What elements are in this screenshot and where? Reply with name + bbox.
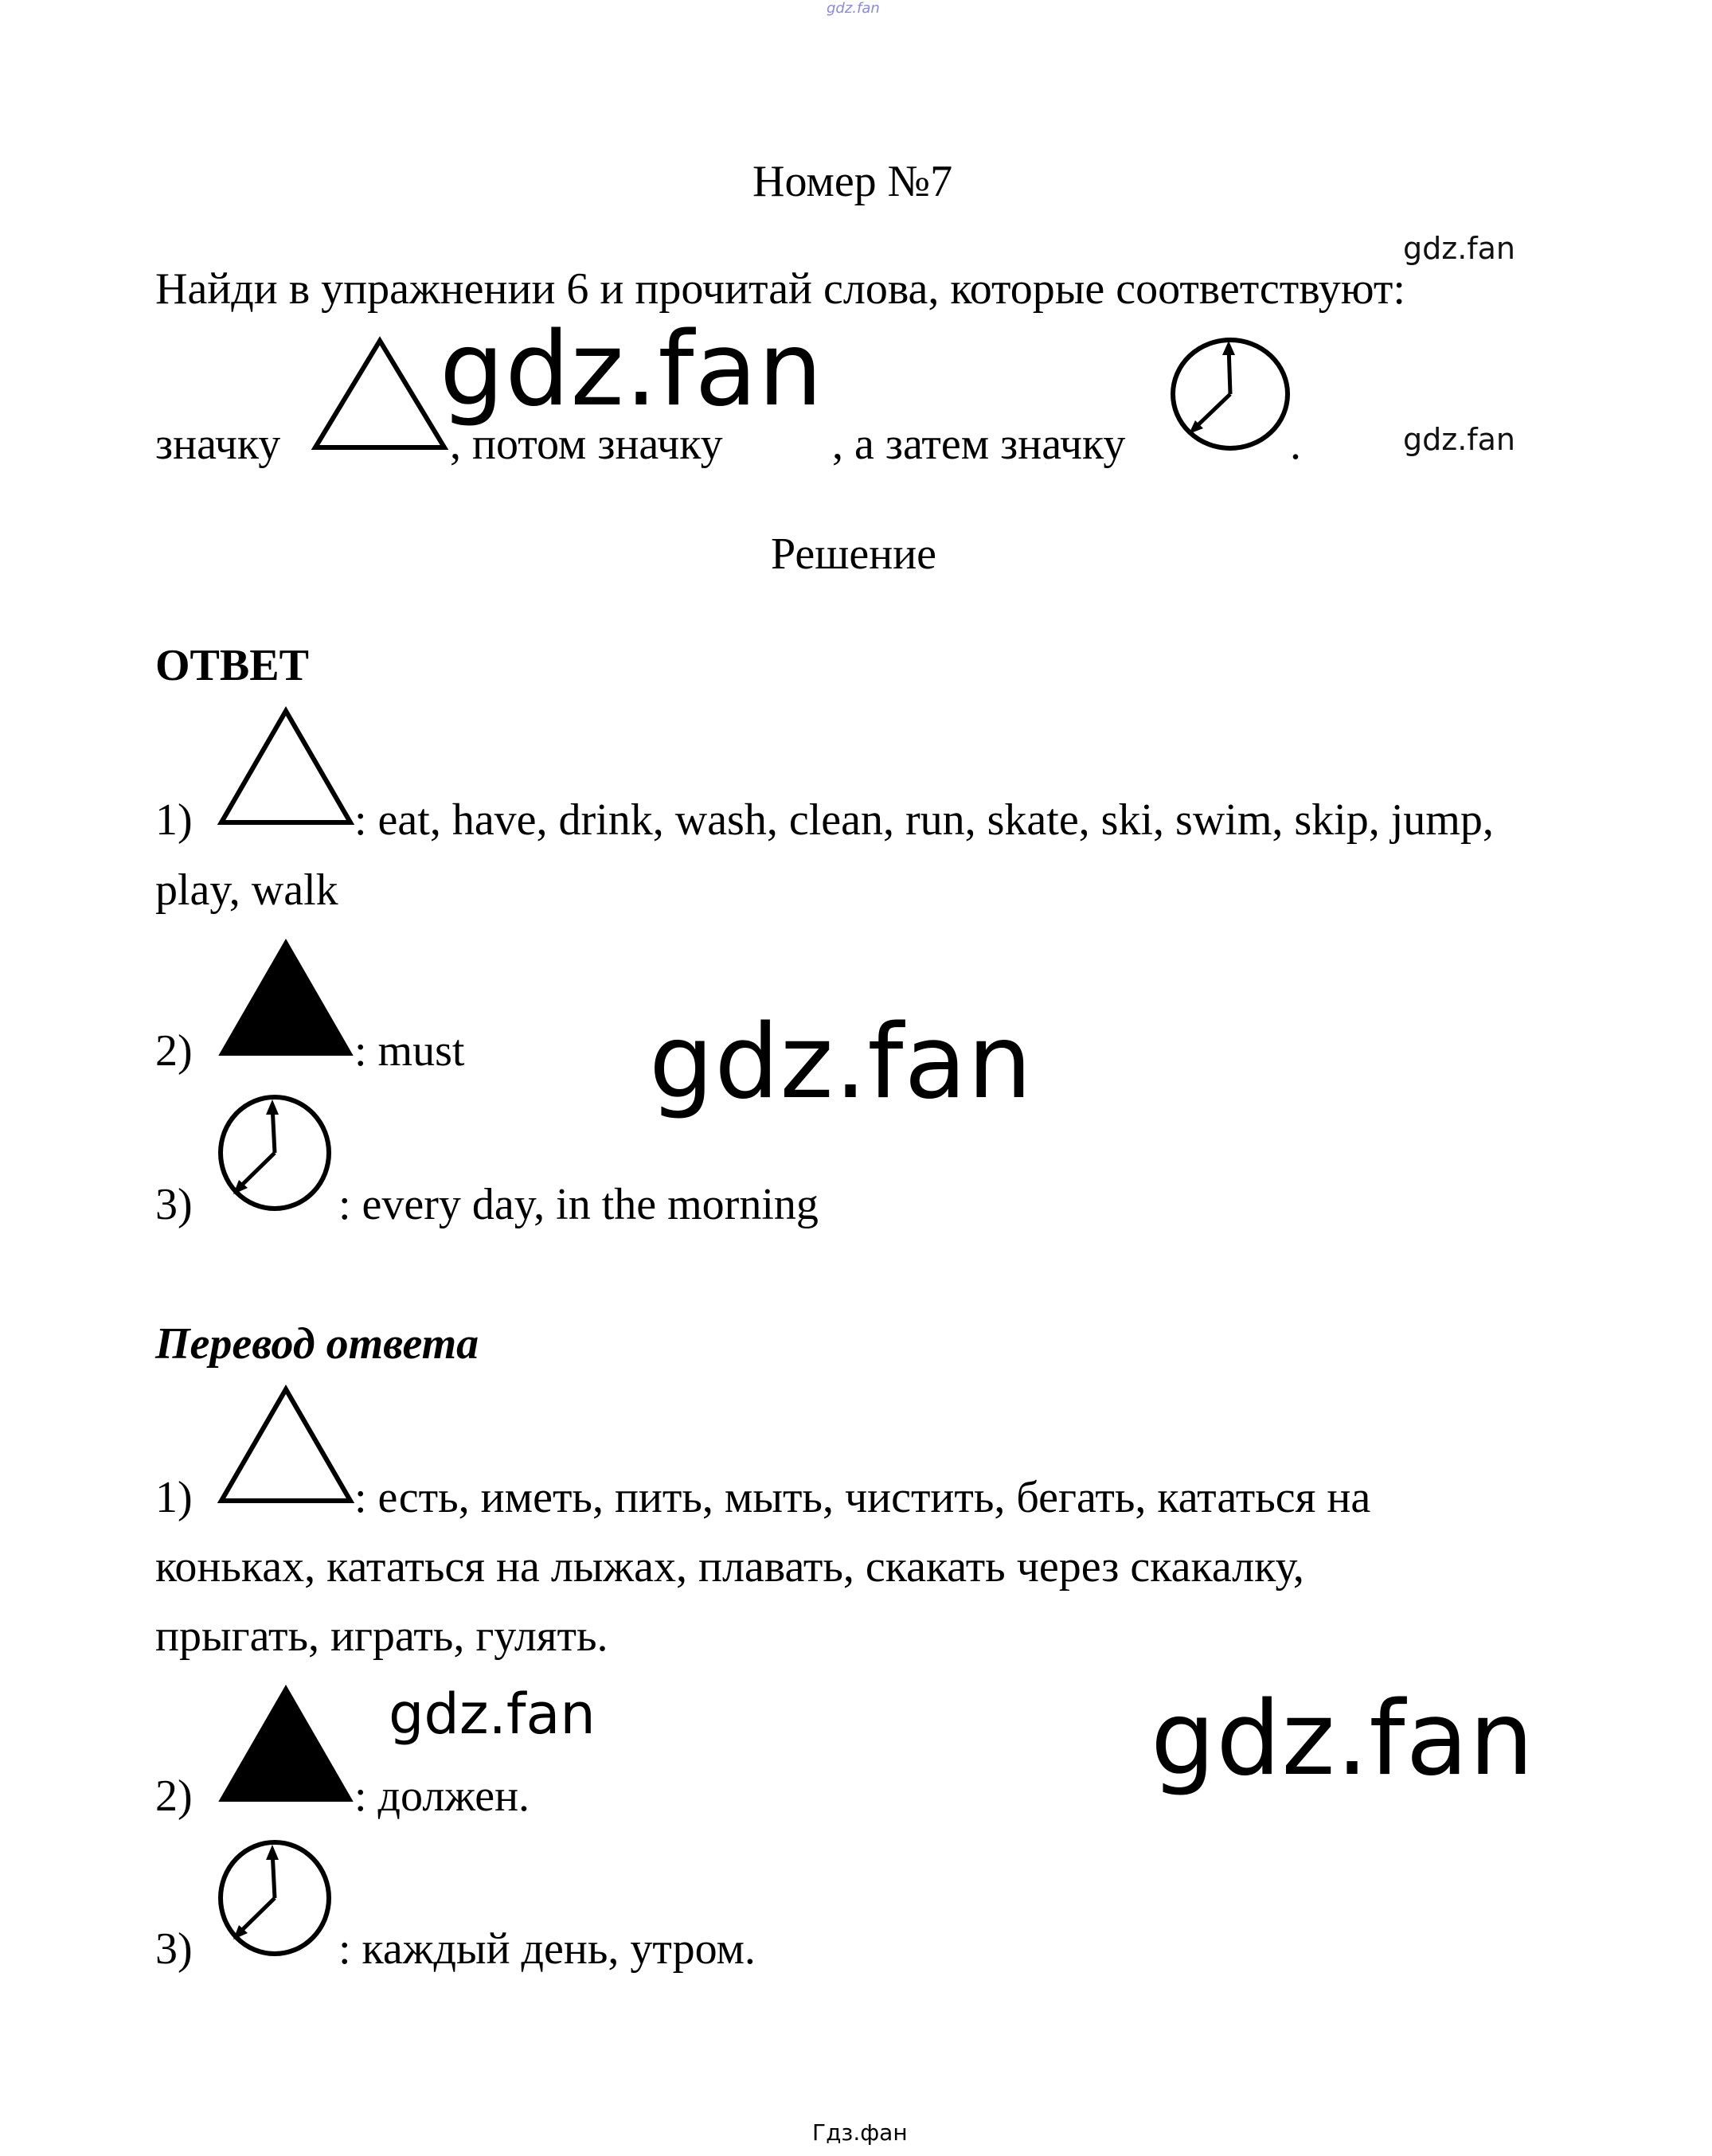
- task-instruction: Найди в упражнении 6 и прочитай слова, которые соответствуют:: [155, 264, 1405, 314]
- translation-heading: Перевод ответа: [155, 1319, 479, 1369]
- task-text-part2: , потом значку: [450, 420, 723, 469]
- watermark-medium: gdz.fan: [389, 1681, 596, 1747]
- solution-heading: Решение: [771, 529, 937, 579]
- answer-item-text: : must: [354, 1026, 465, 1076]
- triangle-filled-icon: [217, 1681, 356, 1805]
- watermark-large: gdz.fan: [1151, 1680, 1534, 1799]
- triangle-filled-icon: [217, 935, 356, 1059]
- translation-item-text: : есть, иметь, пить, мыть, чистить, бегать, кататься на: [354, 1473, 1371, 1522]
- translation-item-text: : каждый день, утром.: [338, 1924, 756, 1974]
- answer-heading: ОТВЕТ: [155, 641, 309, 690]
- task-text-end: .: [1290, 420, 1301, 469]
- watermark-small: gdz.fan: [1403, 422, 1516, 457]
- watermark-large: gdz.fan: [649, 1003, 1033, 1122]
- clock-icon: [215, 1092, 334, 1213]
- watermark-small: gdz.fan: [1403, 231, 1516, 266]
- clock-icon: [215, 1838, 334, 1959]
- watermark-large: gdz.fan: [440, 311, 823, 429]
- translation-item-text-cont: коньках, кататься на лыжах, плавать, скакать через скакалку,: [155, 1542, 1304, 1592]
- list-item-number: 1): [155, 1473, 193, 1522]
- translation-item-text-cont: прыгать, играть, гулять.: [155, 1611, 608, 1661]
- list-item-number: 2): [155, 1771, 193, 1821]
- footer-watermark: Гдз.фан: [812, 2119, 908, 2146]
- answer-item-text: : every day, in the morning: [338, 1180, 819, 1229]
- list-item-number: 1): [155, 795, 193, 845]
- answer-item-text-cont: play, walk: [155, 865, 338, 915]
- list-item-number: 3): [155, 1924, 193, 1974]
- list-item-number: 2): [155, 1026, 193, 1076]
- clock-icon: [1167, 334, 1294, 454]
- triangle-outline-icon: [217, 705, 356, 828]
- answer-item-text: : eat, have, drink, wash, clean, run, skate, ski, swim, skip, jump,: [354, 795, 1494, 845]
- triangle-outline-icon: [311, 334, 450, 454]
- page-title: Номер №7: [752, 157, 953, 206]
- translation-item-text: : должен.: [354, 1771, 530, 1821]
- task-text-part3: , а затем значку: [832, 420, 1126, 469]
- triangle-outline-icon: [217, 1383, 356, 1506]
- task-text-part1: значку: [155, 420, 281, 469]
- list-item-number: 3): [155, 1180, 193, 1229]
- top-watermark: gdz.fan: [827, 0, 880, 17]
